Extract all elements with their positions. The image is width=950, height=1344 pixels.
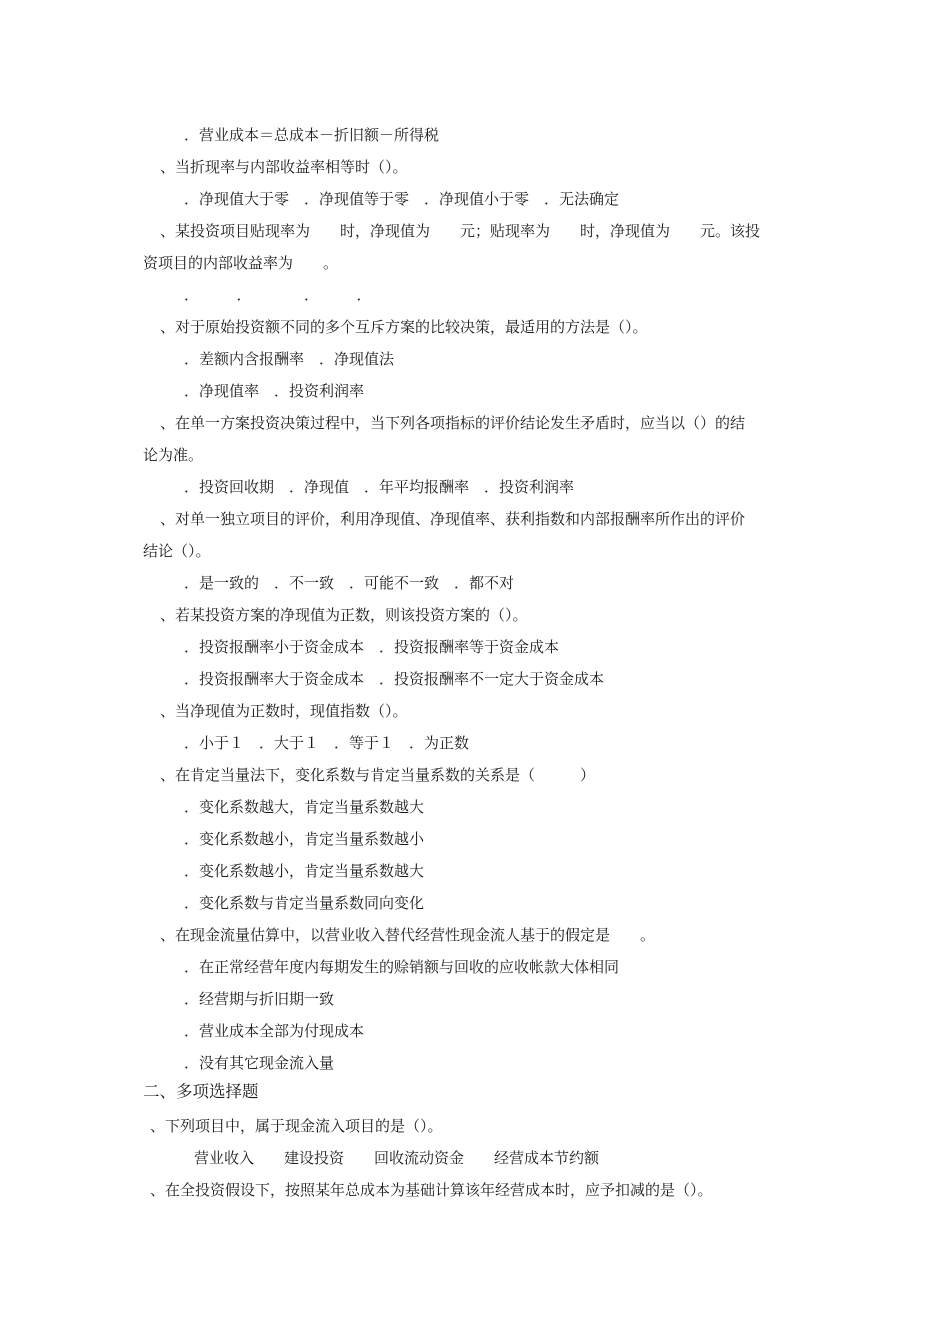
question-line: 、在现金流量估算中，以营业收入替代经营性现金流人基于的假定是 。 — [160, 926, 656, 944]
option-line: ． ． ． ． — [184, 286, 372, 304]
option-line: ．净现值率 ．投资利润率 — [184, 382, 365, 400]
question-line: 、某投资项目贴现率为 时，净现值为 元；贴现率为 时，净现值为 元。该投 — [160, 222, 761, 240]
question-continuation: 论为准。 — [143, 446, 204, 464]
option-line: ．营业成本全部为付现成本 — [184, 1022, 365, 1040]
option-line: ．变化系数越小，肯定当量系数越小 — [184, 830, 425, 848]
option-line: ．变化系数越小，肯定当量系数越大 — [184, 862, 425, 880]
question-continuation: 结论（）。 — [143, 542, 211, 560]
option-line: ．小于１ ．大于１ ．等于１ ．为正数 — [184, 734, 470, 752]
question-line: 、若某投资方案的净现值为正数，则该投资方案的（）。 — [160, 606, 528, 624]
question-line: 、对单一独立项目的评价，利用净现值、净现值率、获利指数和内部报酬率所作出的评价 — [160, 510, 746, 528]
option-line: ．投资报酬率小于资金成本 ．投资报酬率等于资金成本 — [184, 638, 560, 656]
option-line: ．变化系数与肯定当量系数同向变化 — [184, 894, 425, 912]
option-line: ．投资回收期 ．净现值 ．年平均报酬率 ．投资利润率 — [184, 478, 575, 496]
question-line: 、在肯定当量法下，变化系数与肯定当量系数的关系是（ ） — [160, 766, 596, 784]
question-line: 、下列项目中，属于现金流入项目的是（）。 — [150, 1117, 443, 1135]
question-line: 、在全投资假设下，按照某年总成本为基础计算该年经营成本时，应予扣减的是（）。 — [150, 1181, 713, 1199]
question-continuation: 资项目的内部收益率为 。 — [143, 254, 339, 272]
option-line: ．在正常经营年度内每期发生的赊销额与回收的应收帐款大体相同 — [184, 958, 620, 976]
option-line: ．经营期与折旧期一致 — [184, 990, 335, 1008]
section-heading: 二、多项选择题 — [143, 1082, 259, 1101]
option-line: ．营业成本＝总成本－折旧额－所得税 — [184, 126, 440, 144]
question-line: 、当净现值为正数时，现值指数（）。 — [160, 702, 408, 720]
option-line: ．净现值大于零 ．净现值等于零 ．净现值小于零 ．无法确定 — [184, 190, 620, 208]
question-line: 、在单一方案投资决策过程中，当下列各项指标的评价结论发生矛盾时，应当以（）的结 — [160, 414, 746, 432]
option-line: ．没有其它现金流入量 — [184, 1054, 335, 1072]
option-line: 营业收入 建设投资 回收流动资金 经营成本节约额 — [194, 1149, 600, 1167]
option-line: ．投资报酬率大于资金成本 ．投资报酬率不一定大于资金成本 — [184, 670, 605, 688]
option-line: ．变化系数越大，肯定当量系数越大 — [184, 798, 425, 816]
question-line: 、对于原始投资额不同的多个互斥方案的比较决策，最适用的方法是（）。 — [160, 318, 648, 336]
question-line: 、当折现率与内部收益率相等时（）。 — [160, 158, 408, 176]
option-line: ．差额内含报酬率 ．净现值法 — [184, 350, 395, 368]
option-line: ．是一致的 ．不一致 ．可能不一致 ．都不对 — [184, 574, 515, 592]
